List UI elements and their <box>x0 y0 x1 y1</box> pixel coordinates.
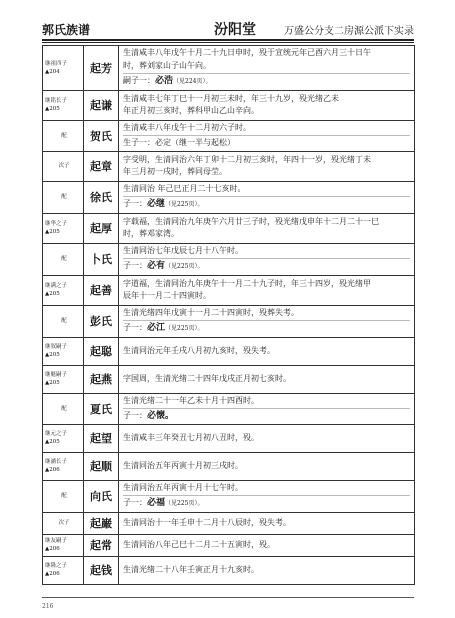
page-reference: ▲206 <box>45 546 60 552</box>
biography-line: 字载福，生清同治九年庚午六月廿三子时，殁光绪戊申年十二月二十一巳 <box>123 216 379 226</box>
table-row <box>43 120 415 151</box>
relation-label: 继华之子 <box>45 221 68 227</box>
divider <box>123 258 410 259</box>
relation-label: 继涵长子 <box>45 459 68 465</box>
page-reference: ▲205 <box>45 380 60 386</box>
person-name: 起顺 <box>84 452 119 480</box>
child-name: 必有 <box>147 261 166 271</box>
relation-label: 配 <box>61 493 67 499</box>
divider <box>123 196 410 197</box>
biography-cell <box>119 480 415 512</box>
divider <box>123 408 410 409</box>
biography-line: 生清光绪二十一年乙未十月十四酉时。 <box>123 395 259 405</box>
relation-label: 配 <box>61 405 67 412</box>
biography-line: 生清咸丰七年丁巳十一月初三未时，年三十九岁，殁光绪乙未 <box>123 93 339 103</box>
child-name: 必懐。 <box>147 411 175 421</box>
relation-label: 配 <box>61 132 67 139</box>
relation-label: 继魁嗣子 <box>45 372 68 378</box>
relation-label: 配 <box>61 256 67 262</box>
person-name: 起常 <box>84 534 119 556</box>
child-page-reference: （见224页）。 <box>173 78 212 85</box>
biography-line: 年正月初三亥时，葬科甲山乙山辛向。 <box>123 106 259 115</box>
page-number: 216 <box>42 603 54 610</box>
table-row <box>43 213 415 243</box>
lineage-cell <box>43 305 84 337</box>
biography-cell <box>119 46 415 91</box>
table-row <box>43 393 415 424</box>
section-title: 万盛公分支二房源公派下实录 <box>284 26 414 37</box>
page-reference: ▲205 <box>45 291 60 297</box>
table-row <box>43 512 415 534</box>
divider <box>123 495 410 496</box>
biography-cell <box>119 90 415 120</box>
table-row <box>43 90 415 120</box>
children-line <box>123 497 410 511</box>
page-reference: ▲205 <box>45 439 60 445</box>
table-row <box>43 452 415 480</box>
biography-cell <box>119 512 415 534</box>
biography-line: 生清咸丰八年戊午十月二十九日申时，殁于宣统元年己酉六月三十日午 <box>123 48 371 57</box>
page-reference: ▲206 <box>45 467 60 473</box>
table-row <box>43 46 415 91</box>
table-row <box>43 275 415 305</box>
person-name: 向氏 <box>84 480 119 512</box>
header-rule-thin <box>42 42 414 43</box>
biography-cell <box>119 337 415 365</box>
table-row <box>43 337 415 365</box>
lineage-cell <box>43 534 84 556</box>
page-reference: ▲206 <box>45 571 60 577</box>
biography-line: 生清同治元年壬戌八月初九亥时，殁失考。 <box>123 345 275 355</box>
child-name: 必继 <box>147 199 166 209</box>
biography-cell <box>119 305 415 337</box>
table-row <box>43 534 415 556</box>
lineage-cell <box>43 243 84 275</box>
biography-cell <box>119 120 415 151</box>
person-name: 徐氏 <box>84 181 119 213</box>
biography-line: 时，葬邓家湾。 <box>123 229 179 238</box>
biography-line: 生清同治十一年壬申十二月十八辰时，殁失考。 <box>123 517 291 527</box>
header-rule-thick <box>42 39 414 41</box>
children-prefix: 生子一： <box>123 138 155 147</box>
children-prefix: 子一： <box>123 199 147 208</box>
biography-line: 生清同治七年戊辰七月十八午时。 <box>123 245 243 255</box>
children-prefix: 子一： <box>123 498 147 507</box>
child-name: 必浩 <box>155 76 174 86</box>
page-reference: ▲205 <box>45 229 60 235</box>
relation-label: 配 <box>61 194 67 200</box>
child-name: 必江 <box>147 323 166 333</box>
lineage-cell <box>43 90 84 120</box>
lineage-cell <box>43 46 84 91</box>
person-name: 贺氏 <box>84 120 119 151</box>
page-reference: ▲205 <box>45 352 60 358</box>
relation-label: 配 <box>61 318 67 324</box>
biography-line: 字国周，生清光绪二十四年戊戌正月初七亥时。 <box>123 373 291 383</box>
person-name: 起燕 <box>84 365 119 393</box>
table-row <box>43 556 415 584</box>
biography-cell <box>119 365 415 393</box>
lineage-cell <box>43 337 84 365</box>
lineage-cell <box>43 365 84 393</box>
table-row <box>43 181 415 213</box>
biography-cell <box>119 243 415 275</box>
biography-cell <box>119 275 415 305</box>
page-reference: ▲204 <box>45 68 60 75</box>
child-note: 必定（继一半与起松） <box>155 138 235 147</box>
biography-line: 生清同治五年丙寅十月初三戌时。 <box>123 460 243 470</box>
divider <box>123 73 410 74</box>
person-name: 起望 <box>84 424 119 452</box>
lineage-cell <box>43 393 84 424</box>
biography-line: 生清同治八年己巳十二月二十五寅时，殁。 <box>123 539 275 549</box>
lineage-cell <box>43 120 84 151</box>
child-page-reference: （见225页）。 <box>165 325 204 332</box>
biography-cell <box>119 213 415 243</box>
person-name: 起巌 <box>84 512 119 534</box>
book-title: 郭氏族谱 <box>42 23 91 37</box>
lineage-cell <box>43 452 84 480</box>
table-row <box>43 365 415 393</box>
person-name: 卜氏 <box>84 243 119 275</box>
person-name: 起钱 <box>84 556 119 584</box>
lineage-cell <box>43 181 84 213</box>
person-name: 起厚 <box>84 213 119 243</box>
person-name: 起芳 <box>84 46 119 91</box>
children-line <box>123 198 410 212</box>
person-name: 起谦 <box>84 90 119 120</box>
children-prefix: 子一： <box>123 411 147 420</box>
biography-line: 生清咸丰三年癸丑七月初八丑时，殁。 <box>123 432 259 442</box>
table-row <box>43 151 415 181</box>
biography-cell <box>119 151 415 181</box>
biography-line: 生清咸丰八年戊午十二月初六子时。 <box>123 122 251 132</box>
relation-label: 继祖四子 <box>45 60 68 67</box>
lineage-cell <box>43 480 84 512</box>
lineage-cell <box>43 512 84 534</box>
child-page-reference: （见225页）。 <box>165 263 204 270</box>
child-page-reference: （见225页）。 <box>165 201 204 208</box>
relation-label: 次子 <box>58 520 70 526</box>
biography-line: 生清同治 年己巳正月二十七亥时。 <box>123 183 246 193</box>
child-page-reference: （见225页）。 <box>165 500 204 507</box>
person-name: 起聪 <box>84 337 119 365</box>
biography-line: 生清光绪二十八年壬寅正月十九亥时。 <box>123 564 259 574</box>
table-row <box>43 424 415 452</box>
biography-line: 字道福，生清同治九年庚午十一月二十九子时，年三十四岁，殁光绪甲 <box>123 278 371 288</box>
divider <box>123 135 410 136</box>
children-prefix: 子一： <box>123 261 147 270</box>
page-header <box>42 18 414 38</box>
table-row <box>43 305 415 337</box>
biography-cell <box>119 556 415 584</box>
biography-line: 辰年十一月二十四寅时。 <box>123 291 211 300</box>
biography-cell <box>119 424 415 452</box>
biography-line: 年三月初一戌时，葬同母茔。 <box>123 167 227 176</box>
relation-label: 继元之子 <box>45 431 68 437</box>
person-name: 彭氏 <box>84 305 119 337</box>
table-row <box>43 480 415 512</box>
table-row <box>43 243 415 275</box>
biography-cell <box>119 534 415 556</box>
divider <box>123 320 410 321</box>
footer-rule <box>42 597 414 598</box>
genealogy-table <box>42 45 415 585</box>
children-prefix: 子一： <box>123 323 147 332</box>
children-line <box>123 410 410 423</box>
person-name: 夏氏 <box>84 393 119 424</box>
hall-name: 汾阳堂 <box>214 22 256 38</box>
biography-cell <box>119 393 415 424</box>
children-line <box>123 75 410 89</box>
biography-line: 字受明，生清同治六年丁卯十二月初三亥时，年四十一岁，殁光绪丁未 <box>123 154 371 164</box>
lineage-cell <box>43 424 84 452</box>
relation-label: 继叙嗣子 <box>45 344 68 350</box>
children-line <box>123 137 410 150</box>
lineage-cell <box>43 556 84 584</box>
children-prefix: 嗣子一： <box>123 76 155 85</box>
children-line <box>123 322 410 336</box>
relation-label: 继铭长子 <box>45 98 68 104</box>
biography-cell <box>119 452 415 480</box>
children-line <box>123 260 410 274</box>
biography-line: 时，葬刘家山子山午向。 <box>123 60 211 70</box>
person-name: 起章 <box>84 151 119 181</box>
biography-line: 生清同治五年丙寅十月十七午时。 <box>123 482 243 492</box>
lineage-cell <box>43 275 84 305</box>
relation-label: 继满之子 <box>45 283 68 289</box>
lineage-cell <box>43 151 84 181</box>
biography-cell <box>119 181 415 213</box>
person-name: 起善 <box>84 275 119 305</box>
lineage-cell <box>43 213 84 243</box>
relation-label: 次子 <box>58 163 70 169</box>
page-reference: ▲205 <box>45 106 60 112</box>
child-name: 必福 <box>147 498 166 508</box>
biography-line: 生清光绪四年戊寅十一月二十四寅时，殁葬失考。 <box>123 307 299 317</box>
relation-label: 继隆之子 <box>45 563 68 569</box>
relation-label: 继友嗣子 <box>45 538 68 544</box>
